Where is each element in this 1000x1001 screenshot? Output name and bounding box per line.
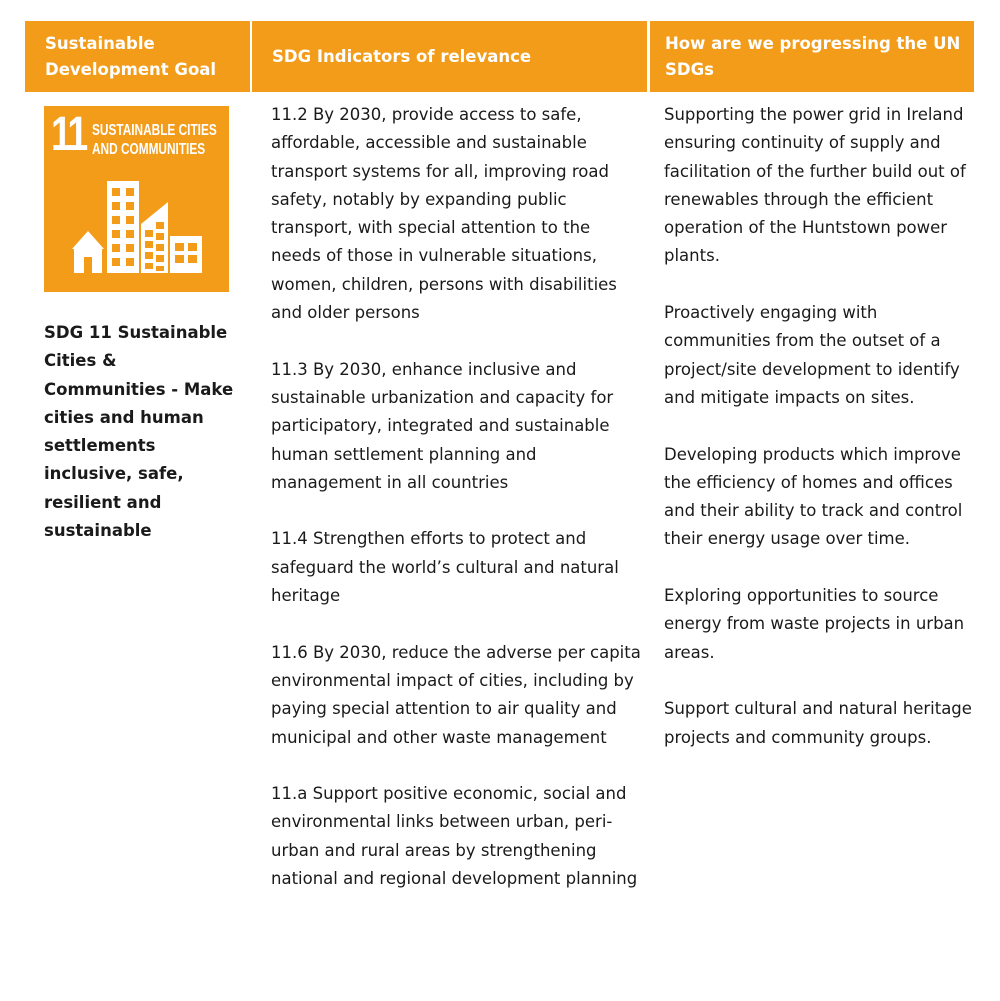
header-sustainable-development-goal <box>25 21 250 92</box>
header-progress <box>650 21 974 92</box>
city-buildings-icon <box>44 106 229 292</box>
progress-item: Support cultural and natural heritage projects and community groups. <box>664 699 972 747</box>
indicator-item: 11.4 Strengthen efforts to protect and safeguard the world’s cultural and natural heritage <box>271 529 619 606</box>
sdg-number: 11 <box>51 108 86 161</box>
header-col1-label: Sustainable Development Goal <box>45 33 217 79</box>
sdg-11-logo <box>44 106 229 292</box>
sdg-logo-title-line1: SUSTAINABLE CITIES <box>92 122 217 139</box>
indicator-item: 11.2 By 2030, provide access to safe, affordable, accessible and sustainable transport systems for all, improving road safety, notably by expanding public transport, with special attention to the needs of those in vulnerable situations, women, children, persons with disabilities and older persons <box>271 105 617 323</box>
sdg-goal-description: SDG 11 Sustainable Cities & Communities - Make cities and human settlements inclusive, safe, resilient and sustainable <box>44 323 234 541</box>
indicator-item: 11.3 By 2030, enhance inclusive and sustainable urbanization and capacity for participatory, integrated and sustainable human settlement planning and management in all countries <box>271 359 614 492</box>
header-sdg-indicators <box>252 21 647 92</box>
progress-item: Supporting the power grid in Ireland ensuring continuity of supply and facilitation of the further build out of renewables through the efficient operation of the Huntstown power plants. <box>664 105 966 266</box>
header-col2-label: SDG Indicators of relevance <box>272 46 532 66</box>
progress-item: Developing products which improve the efficiency of homes and offices and their ability to track and control their energy usage over time. <box>664 444 963 549</box>
header-col3-label: How are we progressing the UN SDGs <box>665 33 961 79</box>
progress-column <box>664 101 979 780</box>
progress-item: Proactively engaging with communities from the outset of a project/site development to identify and mitigate impacts on sites. <box>664 303 960 407</box>
indicator-item: 11.6 By 2030, reduce the adverse per capita environmental impact of cities, including by paying special attention to air quality and municipal and other waste management <box>271 642 641 747</box>
sdg-logo-title-line2: AND COMMUNITIES <box>92 141 206 158</box>
progress-item: Exploring opportunities to source energy from waste projects in urban areas. <box>664 586 965 662</box>
indicators-column <box>271 101 641 922</box>
indicator-item: 11.a Support positive economic, social and environmental links between urban, peri-urban and rural areas by strengthening national and regional development planning <box>271 784 638 889</box>
